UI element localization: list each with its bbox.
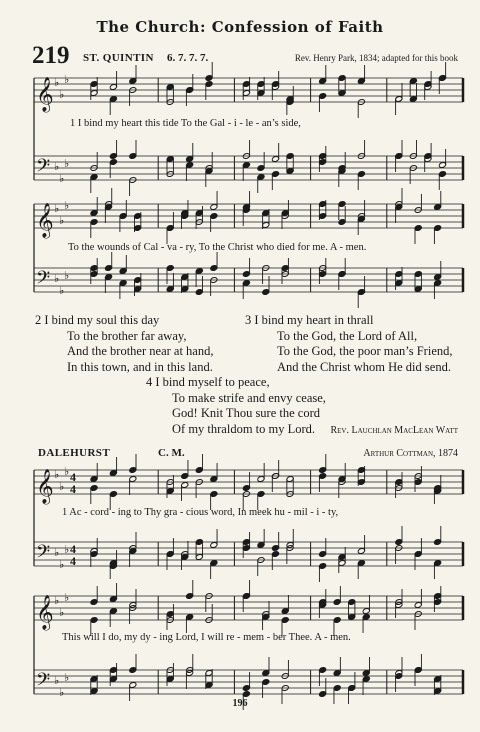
svg-text:♭: ♭ — [64, 592, 70, 604]
svg-text:♭: ♭ — [59, 89, 65, 101]
lyric-line-1: 1 I bind my heart this tide To the Gal - i - le - an’s side, — [70, 118, 301, 129]
lyric-line-4: This will I do, my dy - ing Lord, I will re - mem - ber Thee. A - men. — [62, 632, 351, 643]
verse-4-line: To make strife and envy cease, — [172, 390, 326, 405]
svg-text:♭: ♭ — [59, 481, 65, 493]
svg-text:♭: ♭ — [64, 74, 70, 86]
svg-text:♭: ♭ — [54, 203, 60, 215]
svg-text:♭: ♭ — [54, 273, 60, 285]
svg-text:♭: ♭ — [54, 77, 60, 89]
verse-3-line: To the God, the Lord of All, — [277, 328, 418, 343]
svg-text:♭: ♭ — [54, 675, 60, 687]
svg-text:𝄞: 𝄞 — [36, 469, 54, 504]
verse-2 — [35, 313, 213, 375]
svg-text:𝄢: 𝄢 — [36, 670, 51, 695]
music-system-3 — [30, 466, 465, 570]
verse-2-line: To the brother far away, — [67, 328, 187, 343]
verse-3-line: And the Christ whom He did send. — [277, 359, 451, 374]
section-title: The Church: Confession of Faith — [96, 18, 384, 36]
meter: 6. 7. 7. 7. — [167, 52, 209, 64]
svg-text:𝄞: 𝄞 — [36, 203, 54, 238]
tune-name: DALEHURST — [38, 447, 111, 459]
svg-text:♭: ♭ — [59, 607, 65, 619]
svg-text:4: 4 — [70, 554, 76, 568]
svg-text:♭: ♭ — [59, 285, 65, 297]
author-credit: Rev. Henry Park, 1834; adapted for this book — [294, 53, 458, 63]
music-system-4 — [30, 592, 465, 698]
svg-text:4: 4 — [70, 542, 76, 556]
svg-text:♭: ♭ — [59, 173, 65, 185]
page-number: 196 — [232, 698, 248, 709]
svg-text:♭: ♭ — [64, 270, 70, 282]
composer-credit: Arthur Cottman, 1874 — [363, 448, 458, 459]
verse-3-line: 3 I bind my heart in thrall — [245, 313, 374, 327]
svg-text:♭: ♭ — [64, 672, 70, 684]
svg-text:4: 4 — [70, 470, 76, 484]
meter: C. M. — [158, 447, 185, 459]
svg-text:𝄞: 𝄞 — [36, 77, 54, 112]
svg-text:𝄢: 𝄢 — [36, 268, 51, 293]
svg-text:♭: ♭ — [64, 158, 70, 170]
verse-2-line: In this town, and in this land. — [67, 359, 213, 374]
verse-credit: Rev. Lauchlan MacLean Watt — [330, 425, 458, 436]
verse-3-line: To the God, the poor man’s Friend, — [277, 344, 453, 358]
hymn-number: 219 — [32, 42, 70, 69]
lyric-line-2: To the wounds of Cal - va - ry, To the Christ who died for me. A - men. — [68, 242, 367, 253]
svg-text:𝄢: 𝄢 — [36, 156, 51, 181]
verse-4-line: Of my thraldom to my Lord. — [172, 421, 316, 436]
svg-text:♭: ♭ — [59, 215, 65, 227]
music-system-1 — [30, 74, 465, 184]
svg-text:♭: ♭ — [59, 559, 65, 571]
tune-name: ST. QUINTIN — [83, 52, 154, 64]
svg-text:4: 4 — [70, 482, 76, 496]
svg-text:♭: ♭ — [54, 547, 60, 559]
svg-text:𝄢: 𝄢 — [36, 542, 51, 567]
svg-text:♭: ♭ — [64, 466, 70, 478]
svg-text:♭: ♭ — [64, 200, 70, 212]
svg-text:♭: ♭ — [59, 687, 65, 699]
verse-4-line: 4 I bind myself to peace, — [146, 375, 270, 389]
verse-2-line: And the brother near at hand, — [67, 344, 214, 358]
verse-2-line: 2 I bind my soul this day — [35, 313, 160, 327]
svg-text:♭: ♭ — [54, 469, 60, 481]
svg-text:♭: ♭ — [54, 161, 60, 173]
lyric-line-3: 1 Ac - cord - ing to Thy gra - cious word, In meek hu - mil - i - ty, — [62, 507, 339, 518]
svg-text:𝄞: 𝄞 — [36, 595, 54, 630]
svg-text:♭: ♭ — [54, 595, 60, 607]
svg-text:♭: ♭ — [64, 544, 70, 556]
verse-4-line: God! Knit Thou sure the cord — [172, 406, 321, 420]
verse-3 — [245, 313, 453, 375]
